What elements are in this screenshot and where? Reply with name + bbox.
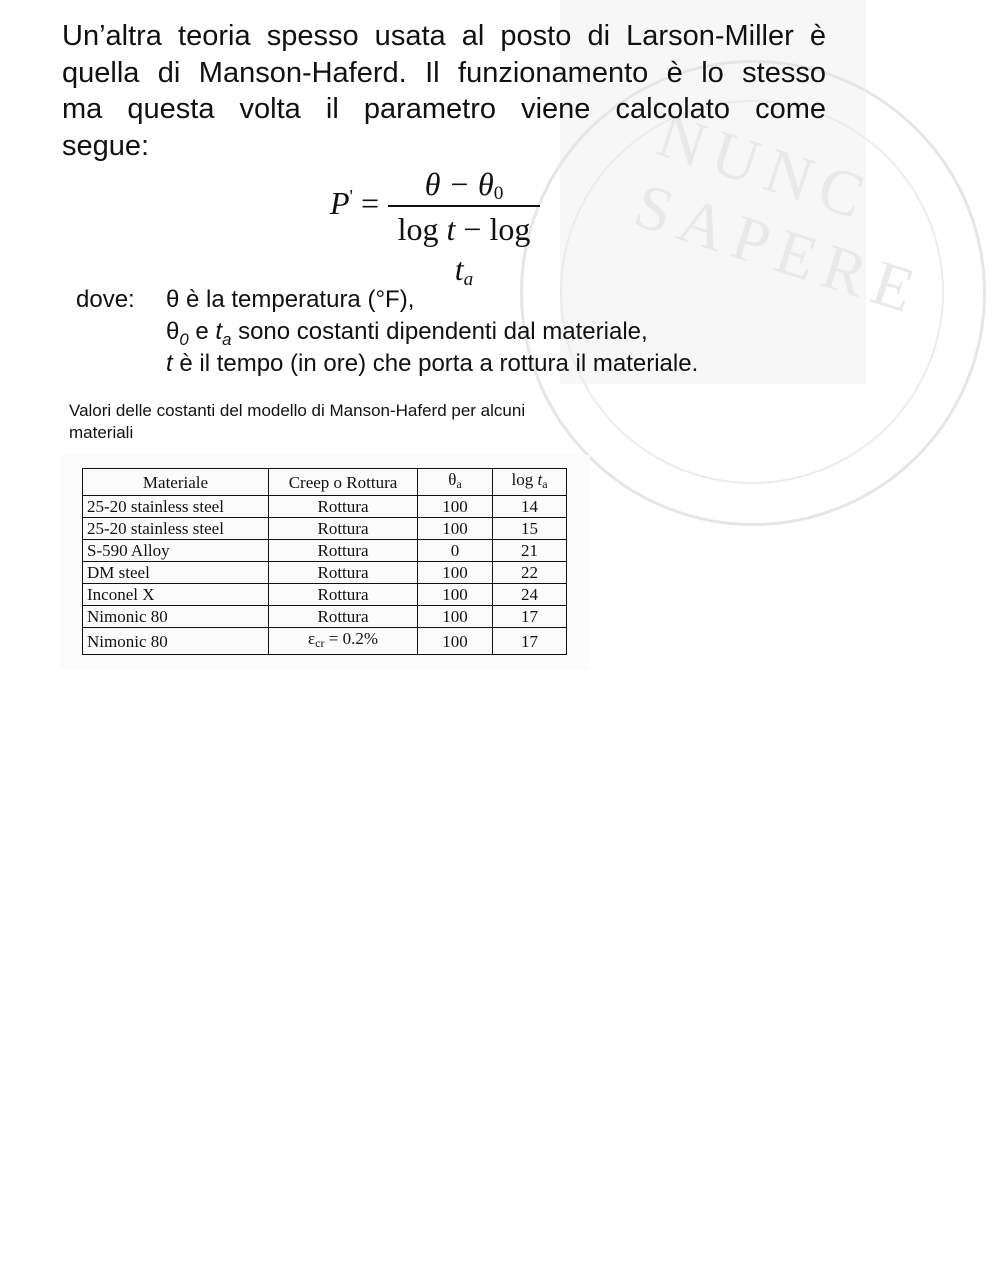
cell-materiale: S-590 Alloy bbox=[83, 540, 269, 562]
intro-line: quella di Manson-Haferd. Il funzionamento è lo stesso bbox=[62, 56, 826, 89]
cell-logt: 17 bbox=[493, 628, 567, 655]
constants-table bbox=[82, 468, 567, 655]
header-materiale: Materiale bbox=[83, 469, 269, 496]
cell-materiale: DM steel bbox=[83, 562, 269, 584]
table-row bbox=[83, 628, 567, 655]
formula-fraction bbox=[388, 165, 540, 290]
intro-line: segue: bbox=[62, 129, 150, 162]
formula-lhs: P' = bbox=[330, 185, 380, 221]
table-row bbox=[83, 606, 567, 628]
cell-materiale: Nimonic 80 bbox=[83, 628, 269, 655]
cell-tipo: Rottura bbox=[269, 562, 418, 584]
cell-logt: 24 bbox=[493, 584, 567, 606]
seal-lettering: NUNC SAPERE bbox=[626, 98, 933, 330]
cell-tipo: Rottura bbox=[269, 518, 418, 540]
intro-line: ma questa volta il parametro viene calcolato come bbox=[62, 93, 826, 125]
cell-theta: 100 bbox=[418, 628, 493, 655]
cell-theta: 100 bbox=[418, 606, 493, 628]
cell-theta: 100 bbox=[418, 584, 493, 606]
header-creep: Creep o Rottura bbox=[269, 469, 418, 496]
definition-constants: $\theta_0$ e $t_a$ sono costanti dipendenti dal materiale, bbox=[166, 318, 648, 349]
header-logt: $\log t_a$ bbox=[493, 469, 567, 496]
formula-numerator: $\theta - \theta_0$ bbox=[424, 166, 504, 204]
cell-materiale: 25-20 stainless steel bbox=[83, 496, 269, 518]
table-row bbox=[83, 496, 567, 518]
definition-time: t è il tempo (in ore) che porta a rottura il materiale. bbox=[166, 350, 699, 377]
table-header-row bbox=[83, 469, 567, 496]
header-theta: $\theta_a$ bbox=[418, 469, 493, 496]
cell-tipo: Rottura bbox=[269, 584, 418, 606]
intro-line: Un’altra teoria spesso usata al posto di Larson-Miller è bbox=[62, 20, 826, 52]
cell-theta: 100 bbox=[418, 562, 493, 584]
table-row bbox=[83, 562, 567, 584]
cell-theta: 100 bbox=[418, 518, 493, 540]
cell-materiale: Nimonic 80 bbox=[83, 606, 269, 628]
fraction-bar bbox=[388, 205, 540, 207]
cell-theta: 100 bbox=[418, 496, 493, 518]
table-row bbox=[83, 540, 567, 562]
definitions-list bbox=[166, 284, 698, 380]
definition-theta: θ è la temperatura (°F), bbox=[166, 286, 415, 313]
cell-materiale: Inconel X bbox=[83, 584, 269, 606]
cell-tipo: Rottura bbox=[269, 540, 418, 562]
cell-logt: 14 bbox=[493, 496, 567, 518]
cell-theta: 0 bbox=[418, 540, 493, 562]
cell-tipo: $\varepsilon_{cr} = 0.2\%$ bbox=[269, 628, 418, 655]
table-row bbox=[83, 518, 567, 540]
cell-logt: 22 bbox=[493, 562, 567, 584]
table-caption: Valori delle costanti del modello di Manson-Haferd per alcuni materiali bbox=[69, 401, 526, 442]
cell-logt: 21 bbox=[493, 540, 567, 562]
cell-tipo: Rottura bbox=[269, 496, 418, 518]
cell-logt: 17 bbox=[493, 606, 567, 628]
cell-materiale: 25-20 stainless steel bbox=[83, 518, 269, 540]
cell-tipo: Rottura bbox=[269, 606, 418, 628]
table-row bbox=[83, 584, 567, 606]
intro-paragraph bbox=[62, 18, 826, 164]
cell-logt: 15 bbox=[493, 518, 567, 540]
definitions-label: dove: bbox=[76, 286, 135, 313]
formula-denominator: $\log t - \log t_a$ bbox=[397, 211, 531, 290]
